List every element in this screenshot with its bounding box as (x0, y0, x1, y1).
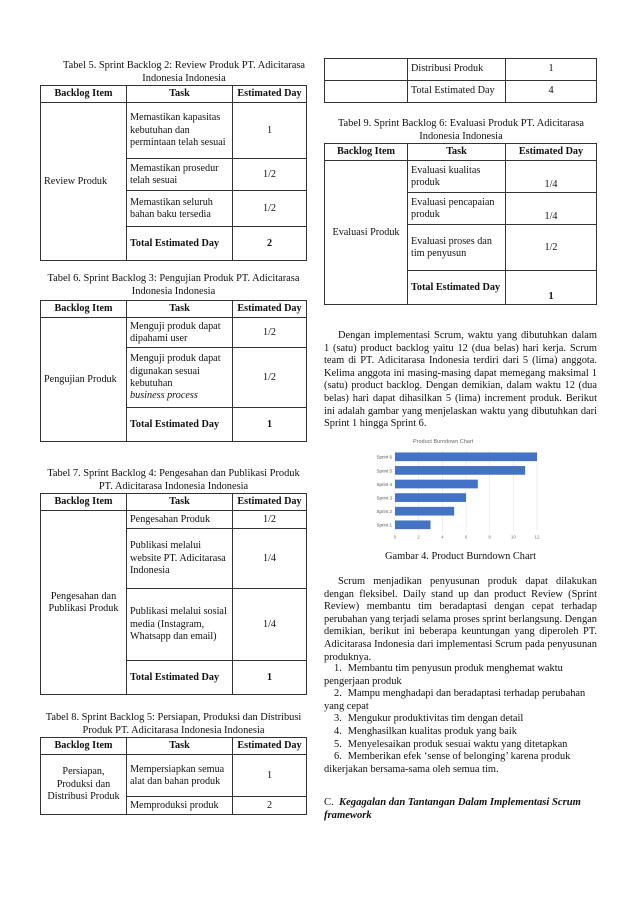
list-item (324, 739, 597, 752)
table7-caption: Tabel 7. Sprint Backlog 4: Pengesahan dan Publikasi Produk PT. Adicitarasa Indonesia Indonesia (47, 468, 300, 492)
list-text: Menyelesaikan produk sesuai waktu yang ditetapkan (347, 738, 568, 750)
list-number: 2. (334, 688, 342, 700)
task-cell: Memastikan prosedur telah sesuai (127, 159, 233, 191)
bar (395, 507, 454, 516)
body-paragraph-1: Dengan implementasi Scrum, waktu yang dibutuhkan dalam 1 (satu) product backlog yaitu 12 (dua belas) hari kerja. Scrum team di PT. Adicitarasa Indonesia terdiri dari 5 (lima) anggota. Kelima anggota ini masing-masing dapat memegang maksimal 1 (satu) product backlog. Dengan demikian, dalam waktu 12 (dua belas) hari dapat dihasilkan 5 (lima) increment produk. Berikut ini adalah gambar yang menjelaskan waktu yang dibutuhkan dari Sprint 1 hingga Sprint 6. (324, 330, 597, 430)
body-paragraph-2: Scrum menjadikan penyusunan produk dapat dilakukan dengan fleksibel. Daily stand up dan product Review (Sprint Review) membantu tim beradaptasi dengan cepat terhadap perubahan yang terjadi selama proses sprint berlangsung. Dengan demikian, berikut ini beberapa keuntungan yang diperoleh PT. Adicitarasa Indonesia dari implementasi Scrum pada penyusunan produknya. (324, 576, 597, 663)
estimate-cell: 1/4 (233, 589, 307, 661)
list-number: 4. (334, 725, 342, 737)
y-tick-label: Sprint 3 (376, 495, 392, 501)
list-text: Mampu menghadapi dan beradaptasi terhadap perubahan yang cepat (324, 688, 586, 712)
estimate-cell: 1/4 (506, 193, 597, 225)
bar (395, 520, 431, 529)
section-letter: C. (324, 797, 334, 808)
total-value-cell: 2 (233, 227, 307, 261)
y-tick-label: Sprint 4 (376, 481, 392, 487)
backlog-item-cell: Pengesahan dan Publikasi Produk (41, 511, 127, 695)
table6-caption: Tabel 6. Sprint Backlog 3: Pengujian Produk PT. Adicitarasa Indonesia Indonesia (47, 273, 300, 297)
task-cell: Evaluasi proses dan tim penyusun (408, 225, 506, 271)
header-task: Task (127, 86, 233, 103)
list-number: 6. (334, 751, 342, 763)
estimate-cell: 1/2 (233, 159, 307, 191)
total-value-cell: 1 (233, 408, 307, 442)
list-number: 3. (334, 713, 342, 725)
section-title: Kegagalan dan Tantangan Dalam Implementasi Scrum framework (324, 797, 581, 821)
total-label-cell: Total Estimated Day (127, 661, 233, 695)
y-tick-label: Sprint 2 (376, 509, 392, 515)
task-cell: Publikasi melalui sosial media (Instagram, Whatsapp dan email) (127, 589, 233, 661)
estimate-cell: 1/2 (233, 191, 307, 227)
table9 (324, 143, 597, 305)
x-tick-label: 10 (510, 534, 516, 540)
header-backlog-item: Backlog Item (41, 301, 127, 318)
estimate-cell: 1/4 (233, 529, 307, 589)
x-tick-label: 2 (417, 534, 420, 540)
task-cell: Memastikan seluruh bahan baku tersedia (127, 191, 233, 227)
chart-title: Product Burndown Chart (413, 439, 474, 445)
list-number: 1. (334, 663, 342, 674)
header-backlog-item: Backlog Item (41, 738, 127, 755)
estimate-cell: 1/2 (233, 348, 307, 408)
list-text: Memberikan efek ‘sense of belonging’ karena produk dikerjakan bersama-sama oleh semua tim. (324, 751, 571, 775)
y-tick-label: Sprint 6 (376, 454, 392, 460)
header-task: Task (127, 301, 233, 318)
table6 (40, 300, 307, 442)
task-cell: Memastikan kapasitas kebutuhan dan permintaan telah sesuai (127, 103, 233, 159)
backlog-item-cell (325, 59, 408, 81)
figure-caption: Gambar 4. Product Burndown Chart (385, 551, 536, 562)
header-estimated-day: Estimated Day (233, 738, 307, 755)
bar (395, 452, 537, 461)
x-tick-label: 0 (393, 534, 397, 540)
table8-caption: Tabel 8. Sprint Backlog 5: Persiapan, Produksi dan Distribusi Produk PT. Adicitarasa Indonesia Indonesia (45, 712, 302, 736)
task-cell: Distribusi Produk (408, 59, 506, 81)
header-estimated-day: Estimated Day (506, 144, 597, 161)
task-cell: Evaluasi pencapaian produk (408, 193, 506, 225)
x-tick-label: 8 (488, 534, 491, 540)
task-italic-text: business process (130, 390, 198, 402)
list-text: Menghasilkan kualitas produk yang baik (347, 725, 517, 737)
task-cell: Menguji produk dapat digunakan sesuai kebutuhan business process (127, 348, 233, 408)
estimate-cell: 1 (233, 755, 307, 797)
list-item (324, 713, 597, 726)
task-cell: Mempersiapkan semua alat dan bahan produk (127, 755, 233, 797)
backlog-item-cell: Evaluasi Produk (325, 161, 408, 305)
estimate-cell: 1/4 (506, 161, 597, 193)
header-backlog-item: Backlog Item (41, 86, 127, 103)
benefits-list (324, 663, 597, 776)
estimate-cell: 1/2 (233, 318, 307, 348)
total-value-cell: 1 (233, 661, 307, 695)
list-text: Membantu tim penyusun produk menghemat waktu pengerjaan produk (324, 663, 563, 687)
total-label-cell: Total Estimated Day (127, 227, 233, 261)
table9-caption: Tabel 9. Sprint Backlog 6: Evaluasi Produk PT. Adicitarasa Indonesia Indonesia (337, 118, 585, 142)
total-label-cell: Total Estimated Day (408, 81, 506, 103)
section-heading (324, 797, 597, 822)
estimate-cell: 1/2 (233, 511, 307, 529)
list-number: 5. (334, 738, 342, 750)
header-estimated-day: Estimated Day (233, 301, 307, 318)
header-estimated-day: Estimated Day (233, 494, 307, 511)
x-tick-label: 12 (534, 534, 540, 540)
total-value-cell: 1 (506, 271, 597, 305)
task-cell: Menguji produk dapat dipahami user (127, 318, 233, 348)
estimate-cell: 1 (233, 103, 307, 159)
list-item (324, 726, 597, 739)
total-value-cell: 4 (506, 81, 597, 103)
x-tick-label: 6 (464, 534, 468, 540)
backlog-item-cell: Review Produk (41, 103, 127, 261)
header-backlog-item: Backlog Item (325, 144, 408, 161)
task-cell: Publikasi melalui website PT. Adicitarasa Indonesia (127, 529, 233, 589)
burndown-chart-svg (365, 436, 550, 544)
list-item (324, 688, 597, 713)
backlog-item-cell: Pengujian Produk (41, 318, 127, 442)
header-task: Task (127, 738, 233, 755)
estimate-cell: 2 (233, 797, 307, 815)
list-item (324, 751, 597, 776)
backlog-item-cell (325, 81, 408, 103)
total-label-cell: Total Estimated Day (408, 271, 506, 305)
y-tick-label: Sprint 1 (376, 522, 392, 528)
bar (395, 466, 525, 475)
task-cell: Pengesahan Produk (127, 511, 233, 529)
header-task: Task (408, 144, 506, 161)
backlog-item-cell: Persiapan, Produksi dan Distribusi Produk (41, 755, 127, 815)
estimate-cell: 1/2 (506, 225, 597, 271)
y-tick-label: Sprint 5 (376, 468, 392, 474)
header-task: Task (127, 494, 233, 511)
bar (395, 493, 466, 502)
table8 (40, 737, 307, 815)
table5 (40, 85, 307, 261)
x-tick-label: 4 (441, 534, 444, 540)
total-label-cell: Total Estimated Day (127, 408, 233, 442)
list-text: Mengukur produktivitas tim dengan detail (347, 713, 524, 725)
estimate-cell: 1 (506, 59, 597, 81)
burndown-chart (365, 436, 550, 544)
bar (395, 480, 478, 489)
header-estimated-day: Estimated Day (233, 86, 307, 103)
table8-continued (324, 58, 597, 103)
table5-caption: Tabel 5. Sprint Backlog 2: Review Produk PT. Adicitarasa Indonesia Indonesia (62, 60, 306, 84)
header-backlog-item: Backlog Item (41, 494, 127, 511)
task-cell: Memproduksi produk (127, 797, 233, 815)
list-item (324, 663, 597, 688)
table7 (40, 493, 307, 695)
task-cell: Evaluasi kualitas produk (408, 161, 506, 193)
